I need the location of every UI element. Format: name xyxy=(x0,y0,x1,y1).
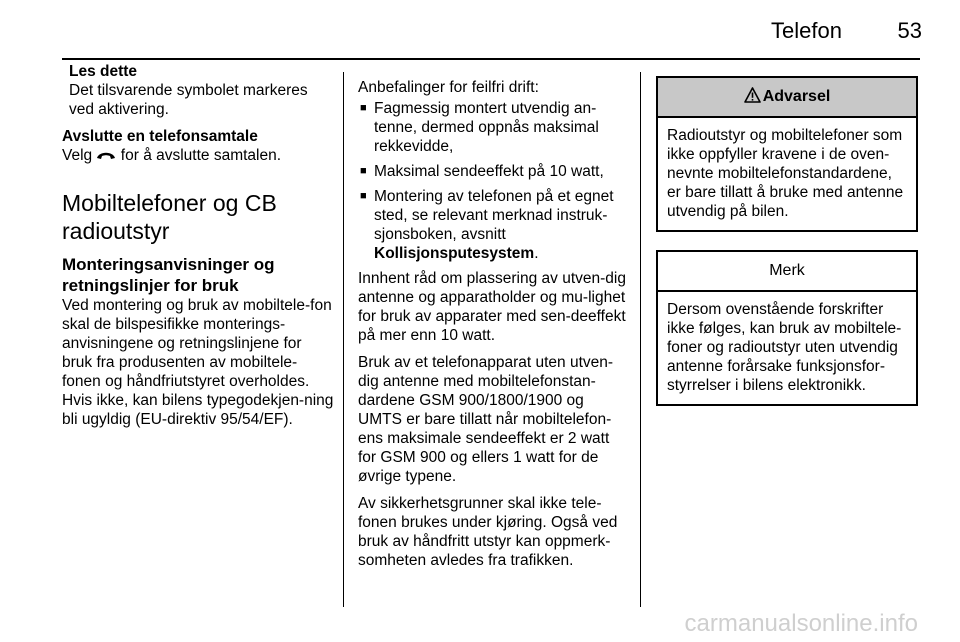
column-divider-2 xyxy=(640,72,641,607)
note-title: Les dette xyxy=(69,63,138,80)
subsection-title: Monteringsanvisninger og retningslinjer for bruk xyxy=(62,255,275,295)
end-call-phone-icon xyxy=(96,149,116,161)
note-text: Det tilsvarende symbolet markeres ved aktivering. xyxy=(69,82,308,118)
list-item: ■ Maksimal sendeeffekt på 10 watt, xyxy=(358,162,626,181)
warning-triangle-icon xyxy=(744,87,761,103)
list-item: ■ Fagmessig montert utvendig an-tenne, dermed oppnås maksimal rekkevidde, xyxy=(358,99,626,156)
page-header-title: Telefon xyxy=(771,18,842,43)
watermark: carmanualsonline.info xyxy=(684,610,918,637)
warning-text: Radioutstyr og mobiltelefoner som ikke oppfyller kravene i de oven-nevnte mobiltelefonstandardene, er bare tillatt å bruke med antenne utvendig på bilen. xyxy=(667,127,904,220)
column-right xyxy=(656,76,918,424)
note-box-text: Dersom ovenstående forskrifter ikke følges, kan bruk av mobiltele-foner og radioutstyr uten utvendig antenne forårsake funksjonsfor-styrrelser i bilens elektronikk. xyxy=(667,301,902,394)
recommendations-intro: Anbefalinger for feilfri drift: xyxy=(358,79,539,96)
warning-header xyxy=(658,78,916,118)
warning-title: Advarsel xyxy=(762,88,831,105)
recommendations-list xyxy=(358,99,626,263)
end-call-text: Velg for å avslutte samtalen. xyxy=(62,147,282,164)
warning-box xyxy=(656,76,918,232)
read-this-note xyxy=(62,62,334,119)
page-number: 53 xyxy=(897,18,922,43)
header-rule xyxy=(62,58,920,60)
end-call-heading: Avslutte en telefonsamtale xyxy=(62,128,258,145)
column-divider-1 xyxy=(343,72,344,607)
column-left xyxy=(62,62,334,429)
note-box xyxy=(656,250,918,406)
note-box-title: Merk xyxy=(658,252,916,292)
airbag-system-link[interactable]: Kollisjonsputesystem xyxy=(374,245,535,262)
antenna-advice-text: Innhent råd om plassering av utven-dig antenne og apparatholder og mu-lighet for bruk av apparater med sen-deeffekt på mer enn 10 watt. xyxy=(358,270,626,344)
list-item: ■ Montering av telefonen på et egnet sted, se relevant merknad instruk-sjonsboken, avsnitt Kollisjonsputesystem. xyxy=(358,187,626,263)
installation-body: Ved montering og bruk av mobiltele-fon skal de bilspesifikke monterings-anvisningene og retningslinjene for bruk fra produsenten av mobiltele-fonen og håndfriutstyret overholdes. Hvis ikke, kan bilens typegodekjen-ning bli ugyldig (EU-direktiv 95/54/EF). xyxy=(62,297,334,428)
safety-text: Av sikkerhetsgrunner skal ikke tele-fonen brukes under kjøring. Også ved bruk av håndfritt utstyr kan oppmerk-somheten avledes fra trafikken. xyxy=(358,495,618,569)
gsm-text: Bruk av et telefonapparat uten utven-dig antenne med mobiltelefonstan-dardene GSM 900/1800/1900 og UMTS er bare tillatt når mobiltelefon-ens maksimale sendeeffekt er 2 watt for GSM 900 og ellers 1 watt for de øvrige typene. xyxy=(358,354,614,485)
column-middle xyxy=(358,78,626,570)
section-title: Mobiltelefoner og CB radioutstyr xyxy=(62,190,277,244)
